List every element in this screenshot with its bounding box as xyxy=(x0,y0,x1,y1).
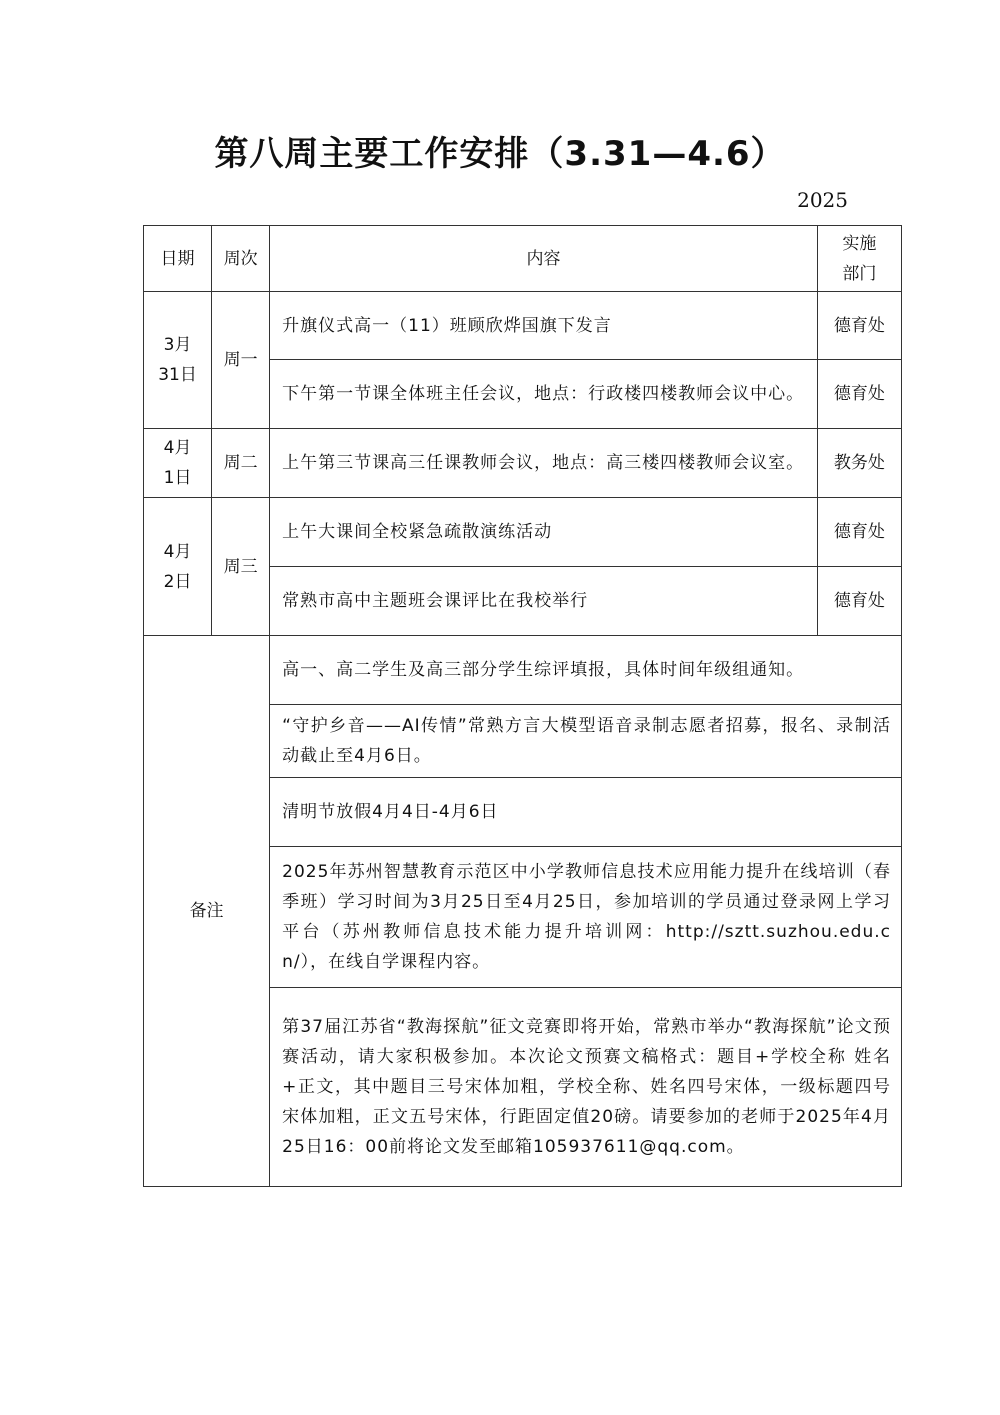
date-month: 4月 xyxy=(163,438,192,458)
table-row xyxy=(144,429,902,498)
table-row xyxy=(144,292,902,360)
header-week: 周次 xyxy=(212,226,270,292)
dept-cell: 教务处 xyxy=(817,429,901,498)
date-cell xyxy=(144,292,212,429)
year-label: 2025 xyxy=(797,188,848,212)
date-month: 4月 xyxy=(163,541,192,562)
date-cell xyxy=(144,498,212,636)
table-header-row xyxy=(144,226,902,292)
note-item: 高一、高二学生及高三部分学生综评填报，具体时间年级组通知。 xyxy=(270,636,902,705)
date-cell xyxy=(144,429,212,498)
header-dept xyxy=(817,226,901,292)
note-item: 第37届江苏省“教海探航”征文竞赛即将开始，常熟市举办“教海探航”论文预赛活动，请大家积极参加。本次论文预赛文稿格式：题目+学校全称 姓名 +正文，其中题目三号宋体加粗，学校全称、姓名四号宋体，一级标题四号宋体加粗，正文五号宋体，行距固定值20磅。请要参加的老师于2025年4月25日16：00前将论文发至邮箱105937611@qq.com。 xyxy=(270,988,902,1187)
table-row xyxy=(144,498,902,567)
header-dept-line1: 实施 xyxy=(842,233,877,254)
dept-cell: 德育处 xyxy=(817,360,901,429)
header-dept-line2: 部门 xyxy=(842,263,877,284)
schedule-table xyxy=(143,225,902,1187)
content-cell: 常熟市高中主题班会课评比在我校举行 xyxy=(270,567,818,636)
note-item: 清明节放假4月4日-4月6日 xyxy=(270,778,902,847)
note-item: “守护乡音——AI传情”常熟方言大模型语音录制志愿者招募，报名、录制活动截止至4月6日。 xyxy=(270,705,902,778)
dept-cell: 德育处 xyxy=(817,567,901,636)
content-cell: 升旗仪式高一（11）班顾欣烨国旗下发言 xyxy=(270,292,818,360)
date-month: 3月 xyxy=(163,335,192,355)
content-cell: 下午第一节课全体班主任会议，地点：行政楼四楼教师会议中心。 xyxy=(270,360,818,429)
header-date: 日期 xyxy=(144,226,212,292)
date-day: 1日 xyxy=(163,468,192,488)
content-cell: 上午第三节课高三任课教师会议，地点：高三楼四楼教师会议室。 xyxy=(270,429,818,498)
date-day: 31日 xyxy=(158,365,197,385)
week-cell: 周二 xyxy=(212,429,270,498)
week-cell: 周一 xyxy=(212,292,270,429)
notes-row xyxy=(144,636,902,705)
notes-label: 备注 xyxy=(144,636,270,1187)
dept-cell: 德育处 xyxy=(817,292,901,360)
date-day: 2日 xyxy=(163,571,192,592)
note-item: 2025年苏州智慧教育示范区中小学教师信息技术应用能力提升在线培训（春季班）学习时间为3月25日至4月25日，参加培训的学员通过登录网上学习平台（苏州教师信息技术能力提升培训网：http://sztt.suzhou.edu.cn/），在线自学课程内容。 xyxy=(270,847,902,988)
page-title: 第八周主要工作安排（3.31—4.6） xyxy=(214,134,786,174)
header-content: 内容 xyxy=(270,226,818,292)
content-cell: 上午大课间全校紧急疏散演练活动 xyxy=(270,498,818,567)
dept-cell: 德育处 xyxy=(817,498,901,567)
week-cell: 周三 xyxy=(212,498,270,636)
